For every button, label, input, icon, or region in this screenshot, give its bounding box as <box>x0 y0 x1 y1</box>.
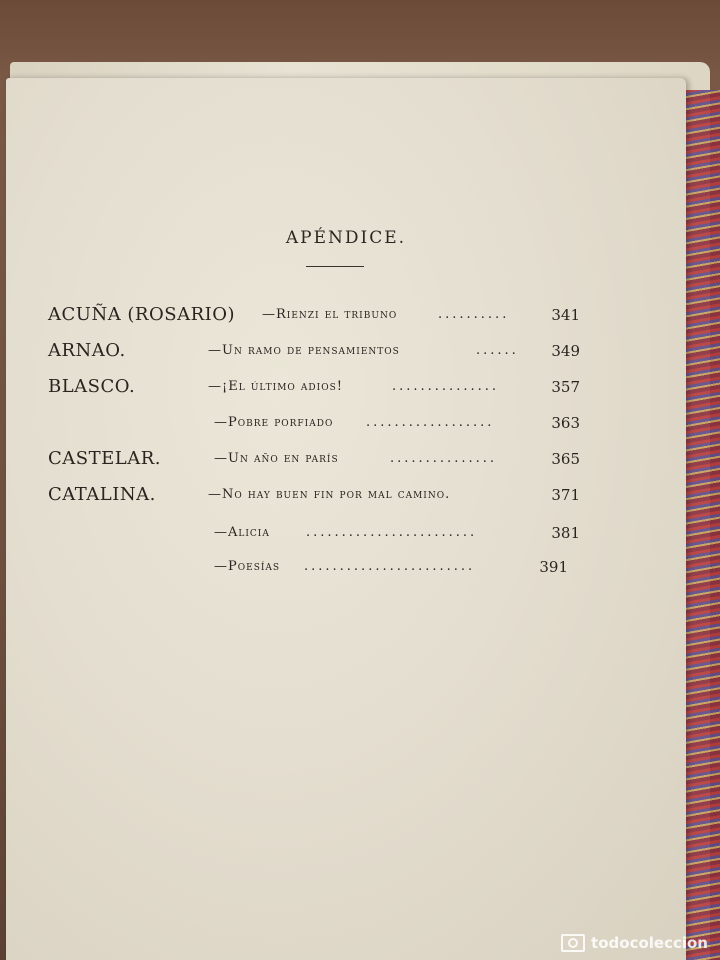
entry-title: —No hay buen fin por mal camino. <box>208 487 451 502</box>
entry-author: ACUÑA (ROSARIO) <box>48 304 236 325</box>
entry-author: CASTELAR. <box>48 448 161 469</box>
entry-title: —Un ramo de pensamientos <box>208 343 400 358</box>
entry-title: —Un año en parís <box>214 451 339 466</box>
dot-leader: ............... <box>390 451 497 466</box>
entry-author: ARNAO. <box>48 340 126 361</box>
entry-title: —Rienzi el tribuno <box>262 307 398 322</box>
marbled-cover-edge <box>686 90 720 960</box>
entry-page: 391 <box>539 558 568 576</box>
entry-title: —Alicia <box>214 525 270 540</box>
toc-entry <box>6 448 686 472</box>
toc-entry <box>6 340 686 364</box>
toc-entry <box>6 376 686 400</box>
camera-icon <box>561 934 585 952</box>
entry-page: 363 <box>551 414 580 432</box>
entry-title: —Poesías <box>214 559 281 574</box>
dot-leader: ........................ <box>306 525 478 540</box>
document-page <box>6 78 686 960</box>
toc-entry <box>6 484 686 508</box>
entry-title: —Pobre porfiado <box>214 415 334 430</box>
page-heading: APÉNDICE. <box>285 228 407 248</box>
dot-leader: ............... <box>392 379 499 394</box>
entry-page: 341 <box>551 306 580 324</box>
heading-rule <box>306 266 364 267</box>
entry-page: 365 <box>551 450 580 468</box>
watermark-text: todocoleccion <box>591 934 708 952</box>
toc-entry <box>6 304 686 328</box>
watermark <box>561 934 708 952</box>
dot-leader: .................. <box>366 415 495 430</box>
entry-page: 381 <box>551 524 580 542</box>
dot-leader: ........................ <box>304 559 476 574</box>
entry-page: 371 <box>551 486 580 504</box>
entry-title: —¡El último adios! <box>208 379 343 394</box>
toc-entry <box>6 412 686 436</box>
entry-author: CATALINA. <box>48 484 156 505</box>
toc-entry <box>6 522 686 546</box>
toc-entry <box>6 556 686 580</box>
dot-leader: ...... <box>476 343 519 358</box>
entry-page: 357 <box>551 378 580 396</box>
dot-leader: .......... <box>438 307 510 322</box>
entry-author: BLASCO. <box>48 376 136 397</box>
entry-page: 349 <box>551 342 580 360</box>
